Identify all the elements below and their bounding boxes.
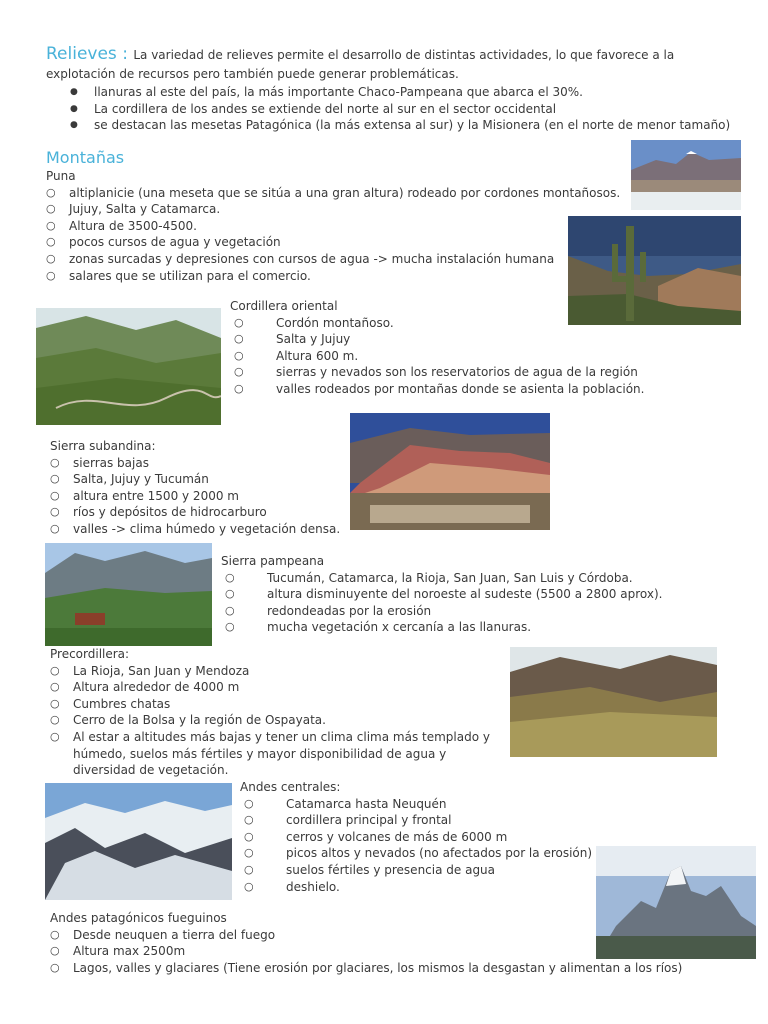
list-item: ● La cordillera de los andes se extiende del norte al sur en el sector occidental bbox=[46, 101, 736, 118]
sierra-pampeana-title: Sierra pampeana bbox=[221, 554, 325, 568]
list-item: ○ cordillera principal y frontal bbox=[240, 812, 592, 829]
list-item: ○ salares que se utilizan para el comercio. bbox=[46, 268, 620, 285]
list-item: ○ Salta, Jujuy y Tucumán bbox=[50, 471, 340, 488]
list-item: ○ sierras bajas bbox=[50, 455, 340, 472]
list-item: ○ zonas surcadas y depresiones con cursos de agua -> mucha instalación humana bbox=[46, 251, 620, 268]
puna-title: Puna bbox=[46, 169, 76, 183]
list-item: ○ Altura de 3500-4500. bbox=[46, 218, 620, 235]
precordillera-section bbox=[50, 646, 502, 779]
list-item: ○ Cumbres chatas bbox=[50, 696, 502, 713]
puna-list bbox=[46, 185, 620, 285]
list-item: ○ Tucumán, Catamarca, la Rioja, San Juan, San Luis y Córdoba. bbox=[221, 570, 662, 587]
andes-centrales-list bbox=[240, 796, 592, 896]
list-item: ● se destacan las mesetas Patagónica (la más extensa al sur) y la Misionera (en el norte de menor tamaño) bbox=[46, 117, 736, 134]
puna-salt-flat-photo bbox=[631, 140, 741, 210]
precordillera-title: Precordillera: bbox=[50, 647, 130, 661]
sierra-pampeana-section bbox=[221, 553, 662, 636]
list-item: ○ Salta y Jujuy bbox=[230, 331, 644, 348]
list-item: ○ ríos y depósitos de hidrocarburo bbox=[50, 504, 340, 521]
cordillera-oriental-photo bbox=[36, 308, 221, 425]
relieves-list bbox=[46, 84, 736, 134]
list-item: ○ altura entre 1500 y 2000 m bbox=[50, 488, 340, 505]
precordillera-photo bbox=[510, 647, 717, 757]
andes-centrales-section bbox=[240, 779, 592, 895]
list-item: ○ suelos fértiles y presencia de agua bbox=[240, 862, 592, 879]
cerro-siete-colores-photo bbox=[350, 413, 550, 530]
relieves-separator: : bbox=[116, 44, 134, 64]
list-item: ○ Altura alrededor de 4000 m bbox=[50, 679, 502, 696]
fitz-roy-photo bbox=[596, 846, 756, 959]
list-item: ○ picos altos y nevados (no afectados por la erosión) bbox=[240, 845, 592, 862]
relieves-title: Relieves bbox=[46, 44, 117, 64]
montanas-title: Montañas bbox=[46, 148, 125, 167]
list-item: ● llanuras al este del país, la más importante Chaco-Pampeana que abarca el 30%. bbox=[46, 84, 736, 101]
sierra-pampeana-list bbox=[221, 570, 662, 636]
sierra-pampeana-photo bbox=[45, 543, 212, 646]
list-item: ○ Altura 600 m. bbox=[230, 348, 644, 365]
list-item: ○ pocos cursos de agua y vegetación bbox=[46, 234, 620, 251]
list-item: ○ Desde neuquen a tierra del fuego bbox=[50, 927, 682, 944]
andes-patagonicos-list bbox=[50, 927, 682, 977]
list-item: ○ Catamarca hasta Neuquén bbox=[240, 796, 592, 813]
relieves-intro bbox=[46, 45, 736, 84]
cactus-photo bbox=[568, 216, 741, 325]
list-item: ○ redondeadas por la erosión bbox=[221, 603, 662, 620]
andes-patagonicos-title: Andes patagónicos fueguinos bbox=[50, 911, 227, 925]
sierra-subandina-section bbox=[50, 438, 340, 538]
list-item: ○ Cordón montañoso. bbox=[230, 315, 644, 332]
list-item: ○ altiplanicie (una meseta que se sitúa a una gran altura) rodeado por cordones montañosos. bbox=[46, 185, 620, 202]
list-item: ○ Al estar a altitudes más bajas y tener un clima clima más templado y húmedo, suelos más fértiles y mayor disponibilidad de agua y diversidad de vegetación. bbox=[50, 729, 502, 779]
sierra-subandina-list bbox=[50, 455, 340, 538]
cordillera-oriental-list bbox=[230, 315, 644, 398]
relieves-section bbox=[46, 45, 736, 134]
montanas-section bbox=[46, 148, 620, 284]
relieves-intro-text: La variedad de relieves permite el desarrollo de distintas actividades, lo que favorece a la explotación de recursos pero también puede generar problemáticas. bbox=[46, 48, 675, 81]
andes-centrales-title: Andes centrales: bbox=[240, 780, 341, 794]
andes-centrales-photo bbox=[45, 783, 232, 900]
list-item: ○ valles rodeados por montañas donde se asienta la población. bbox=[230, 381, 644, 398]
list-item: ○ Lagos, valles y glaciares (Tiene erosión por glaciares, los mismos la desgastan y alimentan a los ríos) bbox=[50, 960, 682, 977]
sierra-subandina-title: Sierra subandina: bbox=[50, 439, 156, 453]
list-item: ○ cerros y volcanes de más de 6000 m bbox=[240, 829, 592, 846]
list-item: ○ sierras y nevados son los reservatorios de agua de la región bbox=[230, 364, 644, 381]
andes-patagonicos-section bbox=[50, 910, 682, 976]
list-item: ○ Altura max 2500m bbox=[50, 943, 682, 960]
list-item: ○ deshielo. bbox=[240, 879, 592, 896]
list-item: ○ Cerro de la Bolsa y la región de Ospayata. bbox=[50, 712, 502, 729]
precordillera-list bbox=[50, 663, 502, 779]
list-item: ○ altura disminuyente del noroeste al sudeste (5500 a 2800 aprox). bbox=[221, 586, 662, 603]
list-item: ○ valles -> clima húmedo y vegetación densa. bbox=[50, 521, 340, 538]
list-item: ○ Jujuy, Salta y Catamarca. bbox=[46, 201, 620, 218]
cordillera-oriental-title: Cordillera oriental bbox=[230, 299, 338, 313]
list-item: ○ La Rioja, San Juan y Mendoza bbox=[50, 663, 502, 680]
list-item: ○ mucha vegetación x cercanía a las llanuras. bbox=[221, 619, 662, 636]
